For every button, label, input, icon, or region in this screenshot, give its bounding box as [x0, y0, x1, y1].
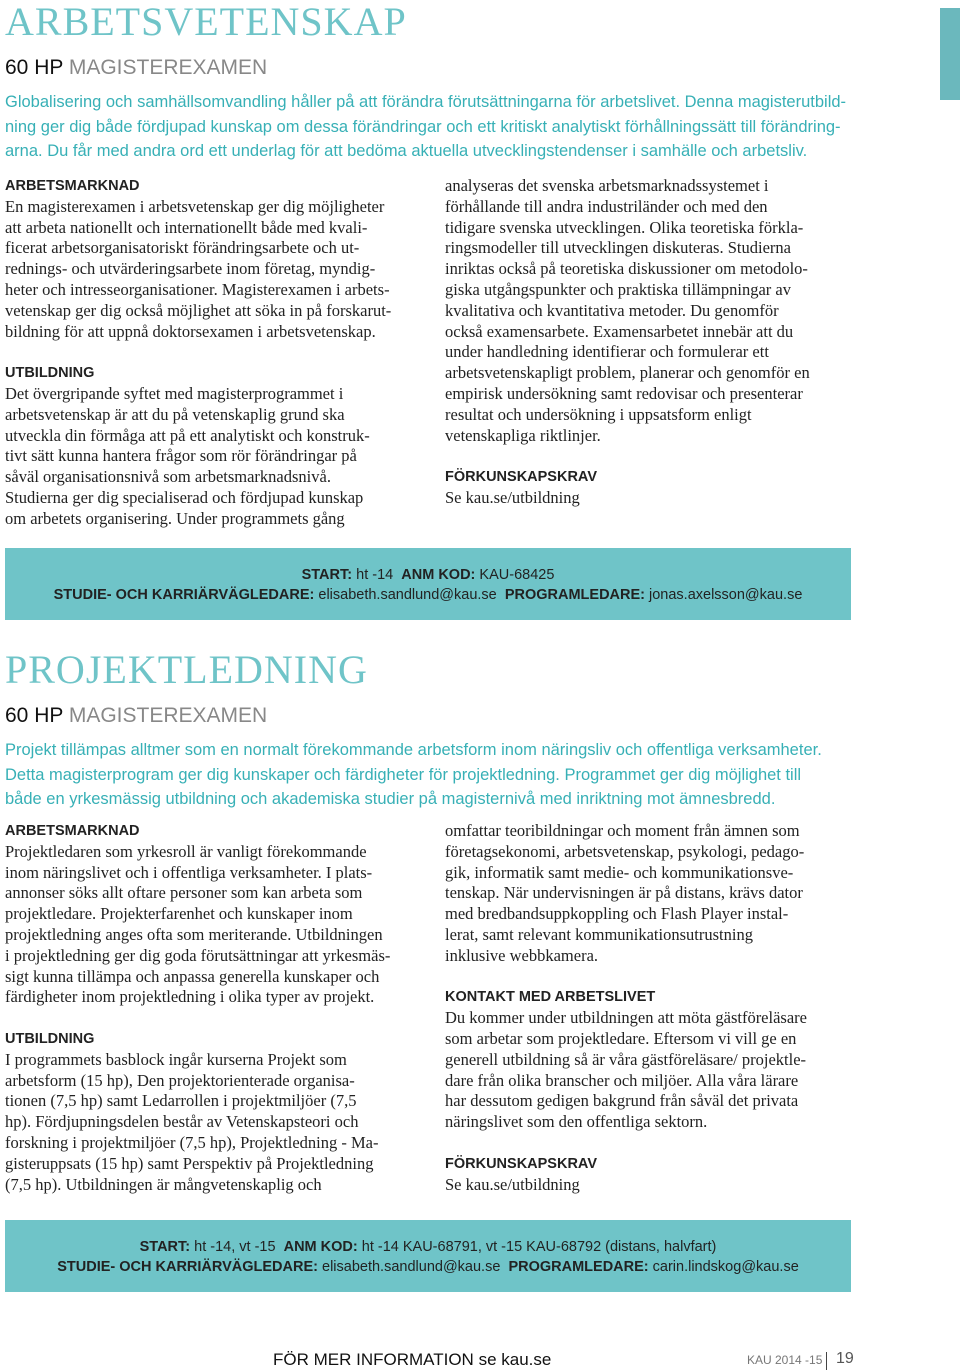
program-body-projektledning [5, 821, 855, 1195]
intro-line: Globalisering och samhällsomvandling håller på att förändra förutsättningarna för arbetslivet. Denna magisterutbild- [5, 93, 847, 111]
text-line: förhållande till andra industriländer och med den [445, 196, 768, 216]
text-line: ringsmodeller till utvecklingen diskuteras. Studierna [445, 238, 791, 258]
start-value: ht -14, vt -15 [194, 1239, 276, 1255]
text-line: I programmets basblock ingår kurserna Projekt som [5, 1049, 347, 1069]
program-body-arbetsvetenskap [5, 176, 855, 530]
column-right [445, 176, 855, 530]
anm-value: ht -14 KAU-68791, vt -15 KAU-68792 (distans, halvfart) [361, 1239, 717, 1255]
text-line: hp). Fördjupningsdelen består av Vetenskapsteori och [5, 1112, 359, 1132]
text-line: resultat och undersökning i uppsatsform enligt [445, 404, 752, 424]
more-info-label: FÖR MER INFORMATION [273, 1350, 474, 1369]
text-line: En magisterexamen i arbetsvetenskap ger dig möjligheter [5, 196, 385, 216]
text-line: tidigare svenska utvecklingen. Olika teoretiska förkla- [445, 217, 804, 237]
text-line: annonser söks allt oftare personer som kan arbeta som [5, 883, 363, 903]
program-credits: 60 HP [5, 56, 63, 79]
program-credits: 60 HP [5, 704, 63, 727]
text-line: bildning för att uppnå doktorsexamen i arbetsvetenskap. [5, 321, 376, 341]
text-line: rednings- och utvärderingsarbete inom företag, myndig- [5, 259, 376, 279]
info-line-2 [5, 585, 851, 605]
footer-publication: KAU 2014 -15 [747, 1353, 823, 1367]
section-heading: KONTAKT MED ARBETSLIVET [445, 989, 656, 1006]
info-box-arbetsvetenskap [5, 548, 851, 620]
counselor-email[interactable]: elisabeth.sandlund@kau.se [318, 587, 497, 603]
text-line: arbetsvetenskap är att du på vetenskaplig grund ska [5, 404, 345, 424]
program-intro [5, 738, 855, 812]
intro-line: Projekt tillämpas alltmer som en normalt förekommande arbetsform inom näringsliv och offentliga verksamheter. [5, 741, 822, 759]
text-line: Det övergripande syftet med magisterprogrammet i [5, 383, 344, 403]
text-line: att arbeta nationellt och internationellt både med kvali- [5, 217, 368, 237]
text-line: forskning i projektmiljöer (7,5 hp), Projektledning - Ma- [5, 1132, 379, 1152]
text-line: i projektledning ger dig goda förutsättningar att yrkesmäs- [5, 945, 391, 965]
text-line: också examensarbete. Examensarbetet innebär att du [445, 321, 794, 341]
text-line: vetenskap ger dig också möjlighet att söka in på forskarut- [5, 300, 392, 320]
program-header-arbetsvetenskap [5, 2, 855, 164]
program-subtitle [5, 54, 855, 82]
text-line: Projektledaren som yrkesroll är vanligt förekommande [5, 841, 367, 861]
more-info-link[interactable]: se kau.se [478, 1350, 552, 1369]
text-line: heter och intresseorganisationer. Magisterexamen i arbets- [5, 279, 390, 299]
text-line: företagsekonomi, arbetsvetenskap, psykologi, pedago- [445, 841, 805, 861]
text-line: med bredbandsuppkoppling och Flash Player instal- [445, 904, 789, 924]
info-box-projektledning [5, 1220, 851, 1292]
text-line: gik, informatik samt medie- och kommunikationsve- [445, 862, 794, 882]
text-line: giska utgångspunkter och praktiska tillämpningar av [445, 279, 791, 299]
page-number: 19 [836, 1350, 854, 1367]
info-line-2 [5, 1257, 851, 1277]
text-line: tivt sätt kunna hantera frågor som rör förändringar på [5, 446, 357, 466]
text-line: generell utbildning så är våra gästföreläsare/ projektle- [445, 1049, 807, 1069]
column-left [5, 821, 417, 1195]
text-line: analyseras det svenska arbetsmarknadssystemet i [445, 176, 769, 195]
text-line: om arbetets organisering. Under programmets gång [5, 508, 345, 528]
anm-label: ANM KOD: [401, 567, 476, 583]
intro-line: Detta magisterprogram ger dig kunskaper och färdigheter för projektledning. Programmet ger dig möjlighet till [5, 765, 802, 784]
column-right [445, 821, 855, 1195]
text-line: tenskap. När undervisningen är på distans, krävs dator [445, 883, 803, 903]
text-line: näringslivet som den offentliga sektorn. [445, 1112, 708, 1132]
section-heading: ARBETSMARKNAD [5, 823, 140, 839]
text-line: sigt kunna tillämpa och anpassa generella kunskaper och [5, 966, 380, 986]
column-left [5, 176, 417, 530]
text-line: arbetsform (15 hp), Den projektorienterade organisa- [5, 1070, 355, 1090]
program-leader-label: PROGRAMLEDARE: [508, 1259, 649, 1275]
text-line: såväl organisationsnivå som arbetsmarknadsnivå. [5, 467, 331, 487]
program-degree: MAGISTEREXAMEN [68, 56, 268, 79]
program-leader-email[interactable]: jonas.axelsson@kau.se [649, 587, 803, 603]
section-heading: FÖRKUNSKAPSKRAV [445, 469, 597, 486]
counselor-email[interactable]: elisabeth.sandlund@kau.se [322, 1259, 501, 1275]
start-label: START: [301, 567, 353, 583]
text-line: Studierna ger dig specialiserad och fördjupad kunskap [5, 487, 364, 507]
program-header-projektledning [5, 647, 855, 812]
start-value: ht -14 [356, 567, 394, 583]
text-line: färdigheter inom projektledning i olika typer av projekt. [5, 987, 375, 1007]
requirements-link: Se kau.se/utbildning [445, 1174, 580, 1194]
text-line: kvalitativa och kvantitativa metoder. Du genomför [445, 300, 779, 320]
intro-line: arna. Du får med andra ord ett underlag för att bedöma aktuella utvecklingstendenser i samhälle och arbetsliv. [5, 142, 808, 160]
counselor-label: STUDIE- OCH KARRIÄRVÄGLEDARE: [53, 587, 315, 603]
text-line: inklusive webbkamera. [445, 945, 599, 965]
intro-line: ning ger dig både fördjupad kunskap om dessa förändringar och ett kritiskt analytiskt förhållningssätt till förändring- [5, 117, 841, 136]
more-info [273, 1350, 551, 1370]
section-heading: FÖRKUNSKAPSKRAV [445, 1155, 597, 1172]
anm-value: KAU-68425 [479, 567, 555, 583]
text-line: projektledning anges ofta som meriterande. Utbildningen [5, 924, 383, 944]
text-line: tionen (7,5 hp) samt Ledarrollen i projektmiljöer (7,5 [5, 1091, 357, 1111]
section-heading: UTBILDNING [5, 365, 95, 382]
page-tab-marker [940, 8, 960, 100]
text-line: som arbetar som projektledare. Eftersom vi vill ge en [445, 1028, 797, 1048]
program-leader-email[interactable]: carin.lindskog@kau.se [652, 1259, 799, 1275]
page-footer [0, 1348, 960, 1372]
text-line: arbetsvetenskapligt problem, planerar och genomför en [445, 363, 810, 383]
text-line: inom näringslivet och i offentliga verksamheter. I plats- [5, 862, 373, 882]
text-line: empirisk undersökning samt redovisar och presenterar [445, 383, 803, 403]
start-label: START: [139, 1239, 191, 1255]
text-line: gisteruppsats (15 hp) samt Perspektiv på Projektledning [5, 1153, 374, 1173]
section-heading: UTBILDNING [5, 1030, 95, 1047]
info-line-1 [5, 565, 851, 585]
program-title: PROJEKTLEDNING [5, 647, 368, 692]
text-line: (7,5 hp). Utbildningen är mångvetenskaplig och [5, 1174, 322, 1194]
text-line: dare från olika branscher och miljöer. Alla våra lärare [445, 1070, 799, 1090]
footer-divider [826, 1352, 827, 1370]
requirements-link: Se kau.se/utbildning [445, 487, 580, 507]
text-line: under handledning identifierar och formulerar ett [445, 342, 769, 362]
text-line: vetenskapliga riktlinjer. [445, 425, 601, 445]
program-intro [5, 90, 855, 164]
intro-line: både en yrkesmässig utbildning och akademiska studier på magisternivå med inriktning mot ämnesbredd. [5, 790, 776, 808]
program-subtitle [5, 702, 855, 730]
text-line: har dessutom gedigen bakgrund från såväl det privata [445, 1091, 799, 1111]
program-title: ARBETSVETENSKAP [5, 0, 407, 44]
program-degree: MAGISTEREXAMEN [68, 704, 268, 727]
text-line: lerat, samt relevant kommunikationsutrustning [445, 924, 753, 944]
text-line: Du kommer under utbildningen att möta gästföreläsare [445, 1008, 807, 1028]
text-line: projektledare. Projekterfarenhet och kunskaper inom [5, 904, 353, 924]
anm-label: ANM KOD: [283, 1239, 358, 1255]
text-line: utveckla din förmåga att på ett analytiskt och konstruk- [5, 425, 370, 445]
text-line: omfattar teoribildningar och moment från ämnen som [445, 821, 800, 840]
program-leader-label: PROGRAMLEDARE: [504, 587, 645, 603]
section-heading: ARBETSMARKNAD [5, 178, 140, 194]
info-line-1 [5, 1237, 851, 1257]
text-line: inriktas också på teoretiska diskussioner om metodolo- [445, 259, 808, 279]
text-line: ficerat arbetsorganisatoriskt förändringsarbete och ut- [5, 238, 360, 258]
counselor-label: STUDIE- OCH KARRIÄRVÄGLEDARE: [57, 1259, 318, 1275]
